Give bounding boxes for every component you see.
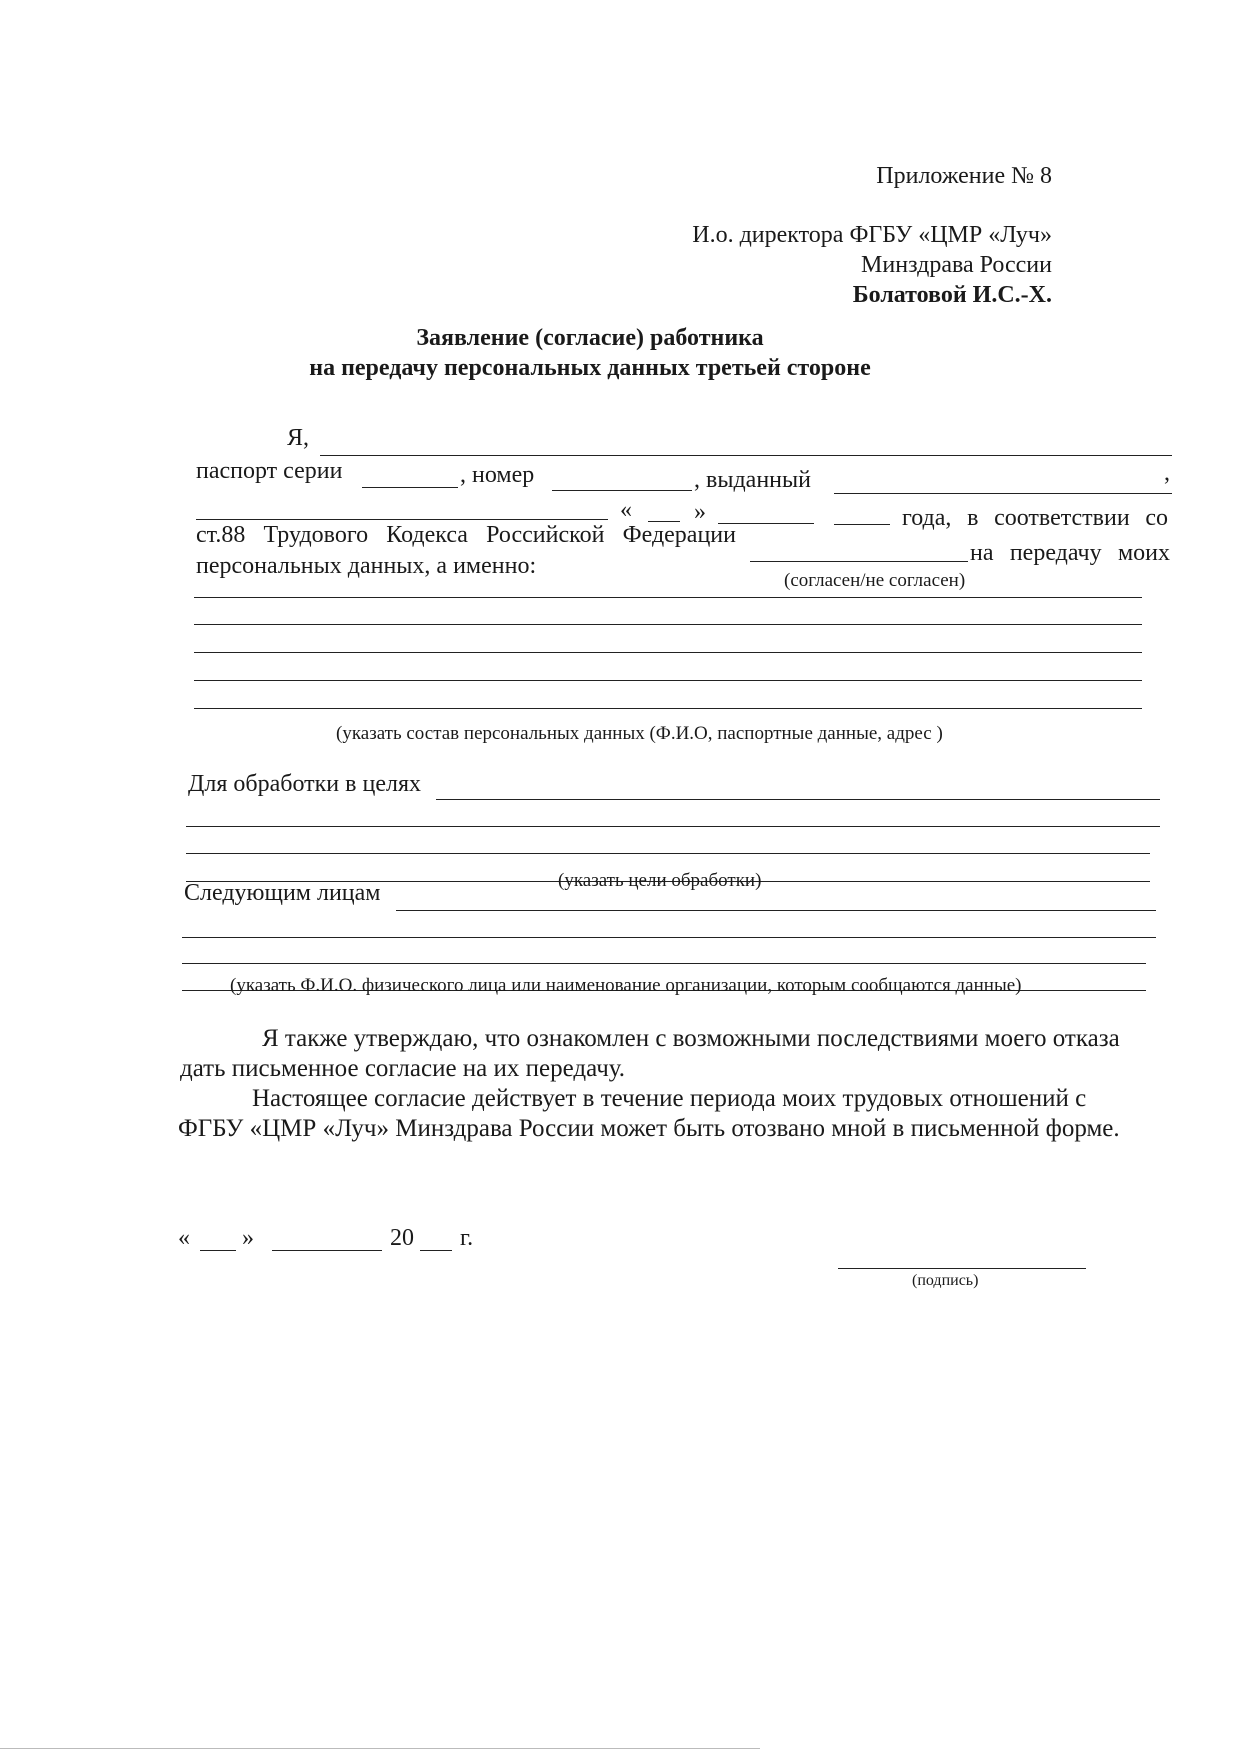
comma-mark: ,: [1164, 460, 1170, 486]
issued-by-field[interactable]: [834, 493, 1172, 494]
passport-number-field[interactable]: [552, 490, 692, 491]
year-phrase: года, в соответствии со: [902, 505, 1168, 531]
date-quote-open: «: [178, 1225, 190, 1251]
passport-series-field[interactable]: [362, 487, 458, 488]
paragraph-2-line-2: ФГБУ «ЦМР «Луч» Минздрава России может быть отозвано мной в письменной форме.: [178, 1115, 1120, 1142]
signature-hint: (подпись): [912, 1272, 979, 1289]
addressee-line-2: Минздрава России: [861, 252, 1052, 278]
transfer-text: на передачу моих: [970, 540, 1170, 566]
date-quote-close: »: [242, 1225, 254, 1251]
date-year-prefix: 20: [390, 1225, 414, 1251]
passport-series-label: паспорт серии: [196, 458, 343, 484]
date-day-field[interactable]: [200, 1250, 236, 1251]
title-line-1: Заявление (согласие) работника: [416, 325, 764, 351]
persons-line-3[interactable]: [182, 963, 1146, 964]
issue-year-field[interactable]: [834, 524, 890, 525]
issued-label: , выданный: [694, 467, 811, 493]
addressee-name: Болатовой И.С.-Х.: [852, 282, 1052, 308]
persons-line-2[interactable]: [182, 937, 1156, 938]
purpose-hint: (указать цели обработки): [558, 870, 762, 891]
persons-hint: (указать Ф.И.О. физического лица или наименование организации, которым сообщаются данные): [230, 975, 1022, 996]
paragraph-1-line-2: дать письменное согласие на их передачу.: [180, 1055, 626, 1082]
fullname-field[interactable]: [320, 455, 1172, 456]
date-year-suffix: г.: [460, 1225, 474, 1251]
purpose-line-1[interactable]: [436, 799, 1160, 800]
purpose-line-3[interactable]: [186, 853, 1150, 854]
issued-by-field-continued[interactable]: [196, 519, 608, 520]
issue-date-quote-open: «: [620, 497, 632, 523]
data-line-2[interactable]: [194, 624, 1142, 625]
personal-data-text: персональных данных, а именно:: [196, 553, 537, 579]
title-line-2: на передачу персональных данных третьей стороне: [309, 355, 871, 381]
addressee-line-1: И.о. директора ФГБУ «ЦМР «Луч»: [692, 222, 1052, 248]
passport-number-label: , номер: [460, 462, 535, 488]
scan-edge-shadow: [0, 1748, 760, 1749]
date-year-field[interactable]: [420, 1250, 452, 1251]
data-line-3[interactable]: [194, 652, 1142, 653]
agreement-hint: (согласен/не согласен): [784, 570, 966, 591]
paragraph-2-line-1: Настоящее согласие действует в течение периода моих трудовых отношений с: [252, 1085, 1087, 1112]
data-line-4[interactable]: [194, 680, 1142, 681]
data-line-5[interactable]: [194, 708, 1142, 709]
purpose-line-2[interactable]: [186, 826, 1160, 827]
data-line-1[interactable]: [194, 597, 1142, 598]
form-i-label: Я,: [287, 425, 310, 451]
persons-label: Следующим лицам: [184, 880, 381, 906]
signature-field[interactable]: [838, 1268, 1086, 1269]
issue-date-quote-close: »: [694, 499, 706, 525]
persons-line-1[interactable]: [396, 910, 1156, 911]
article-text: ст.88 Трудового Кодекса Российской Федерации: [196, 522, 736, 548]
date-month-field[interactable]: [272, 1250, 382, 1251]
purpose-label: Для обработки в целях: [188, 771, 421, 797]
data-hint: (указать состав персональных данных (Ф.И.О, паспортные данные, адрес ): [336, 723, 943, 744]
agreement-field[interactable]: [750, 561, 968, 562]
appendix-label: Приложение № 8: [876, 163, 1052, 189]
paragraph-1-line-1: Я также утверждаю, что ознакомлен с возможными последствиями моего отказа: [262, 1025, 1120, 1052]
